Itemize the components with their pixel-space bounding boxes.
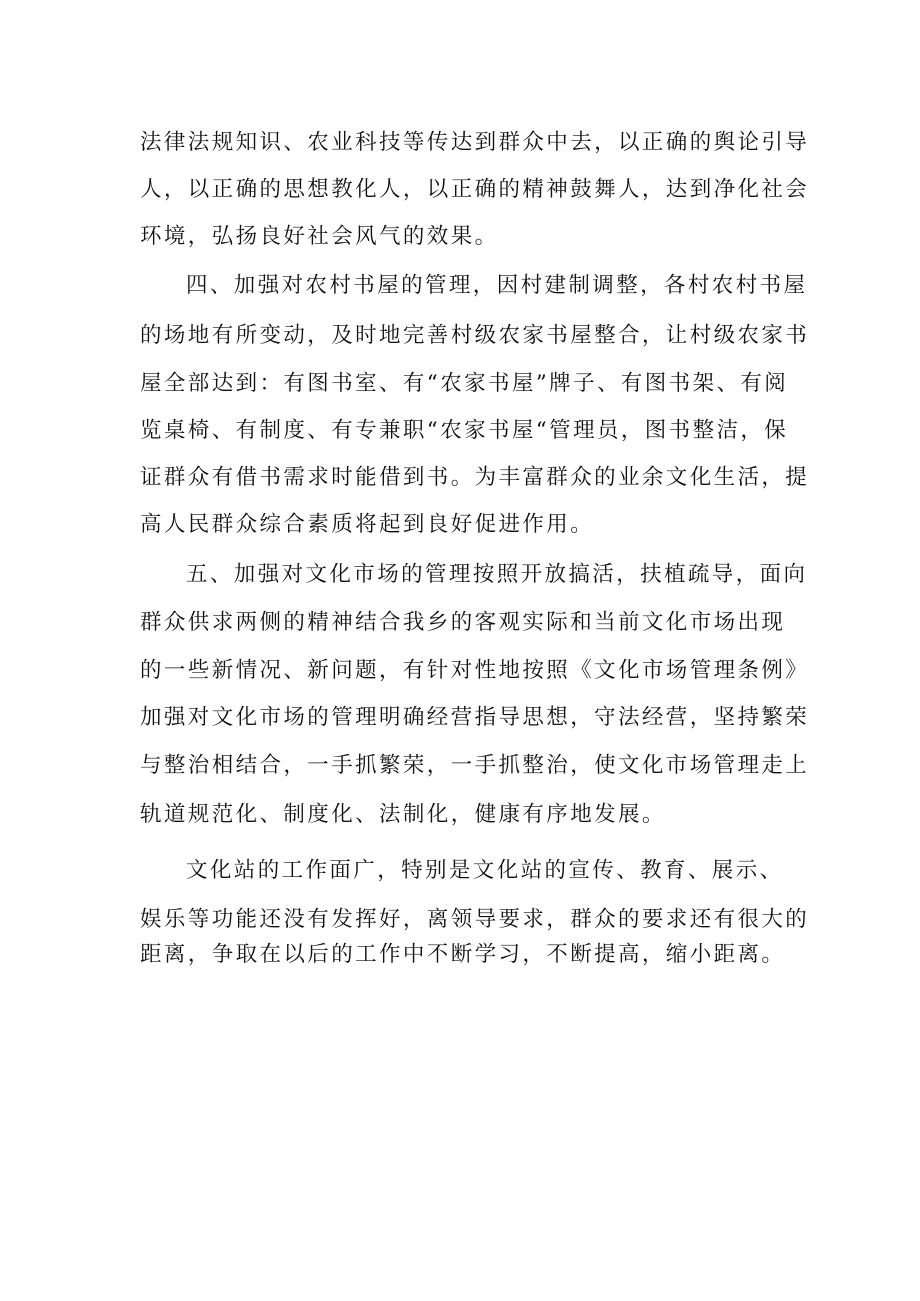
paragraph-line: 娱乐等功能还没有发挥好，离领导要求，群众的要求还有很大的	[140, 907, 810, 932]
paragraph-line: 证群众有借书需求时能借到书。为丰富群众的业余文化生活，提	[140, 465, 810, 490]
paragraph-line: 的场地有所变动，及时地完善村级农家书屋整合，让村级农家书	[140, 323, 810, 348]
paragraph-line: 览桌椅、有制度、有专兼职“农家书屋“管理员，图书整洁，保	[140, 418, 789, 443]
paragraph-line: 轨道规范化、制度化、法制化，健康有序地发展。	[140, 802, 666, 827]
paragraph-line: 文化站的工作面广，特别是文化站的宣传、教育、展示、	[186, 858, 784, 883]
paragraph-line: 人，以正确的思想教化人，以正确的精神鼓舞人，达到净化社会	[140, 177, 810, 202]
paragraph-line: 高人民群众综合素质将起到良好促进作用。	[140, 512, 595, 537]
paragraph-line: 加强对文化市场的管理明确经营指导思想，守法经营，坚持繁荣	[140, 705, 810, 730]
paragraph-line: 的一些新情况、新问题，有针对性地按照《文化市场管理条例》	[140, 658, 810, 683]
paragraph-line: 四、加强对农村书屋的管理，因村建制调整，各村农村书屋	[186, 273, 808, 298]
paragraph-line: 群众供求两侧的精神结合我乡的客观实际和当前文化市场出现	[140, 610, 786, 635]
paragraph-line: 五、加强对文化市场的管理按照开放搞活，扶植疏导，面向	[186, 562, 808, 587]
paragraph-line: 法律法规知识、农业科技等传达到群众中去，以正确的舆论引导	[140, 130, 810, 155]
paragraph-line: 环境，弘扬良好社会风气的效果。	[140, 224, 499, 249]
paragraph-line: 与整治相结合，一手抓繁荣，一手抓整治，使文化市场管理走上	[140, 753, 810, 778]
paragraph-line: 距离，争取在以后的工作中不断学习，不断提高，缩小距离。	[140, 942, 786, 967]
paragraph-line: 屋全部达到：有图书室、有“农家书屋”牌子、有图书架、有阅	[140, 371, 789, 396]
